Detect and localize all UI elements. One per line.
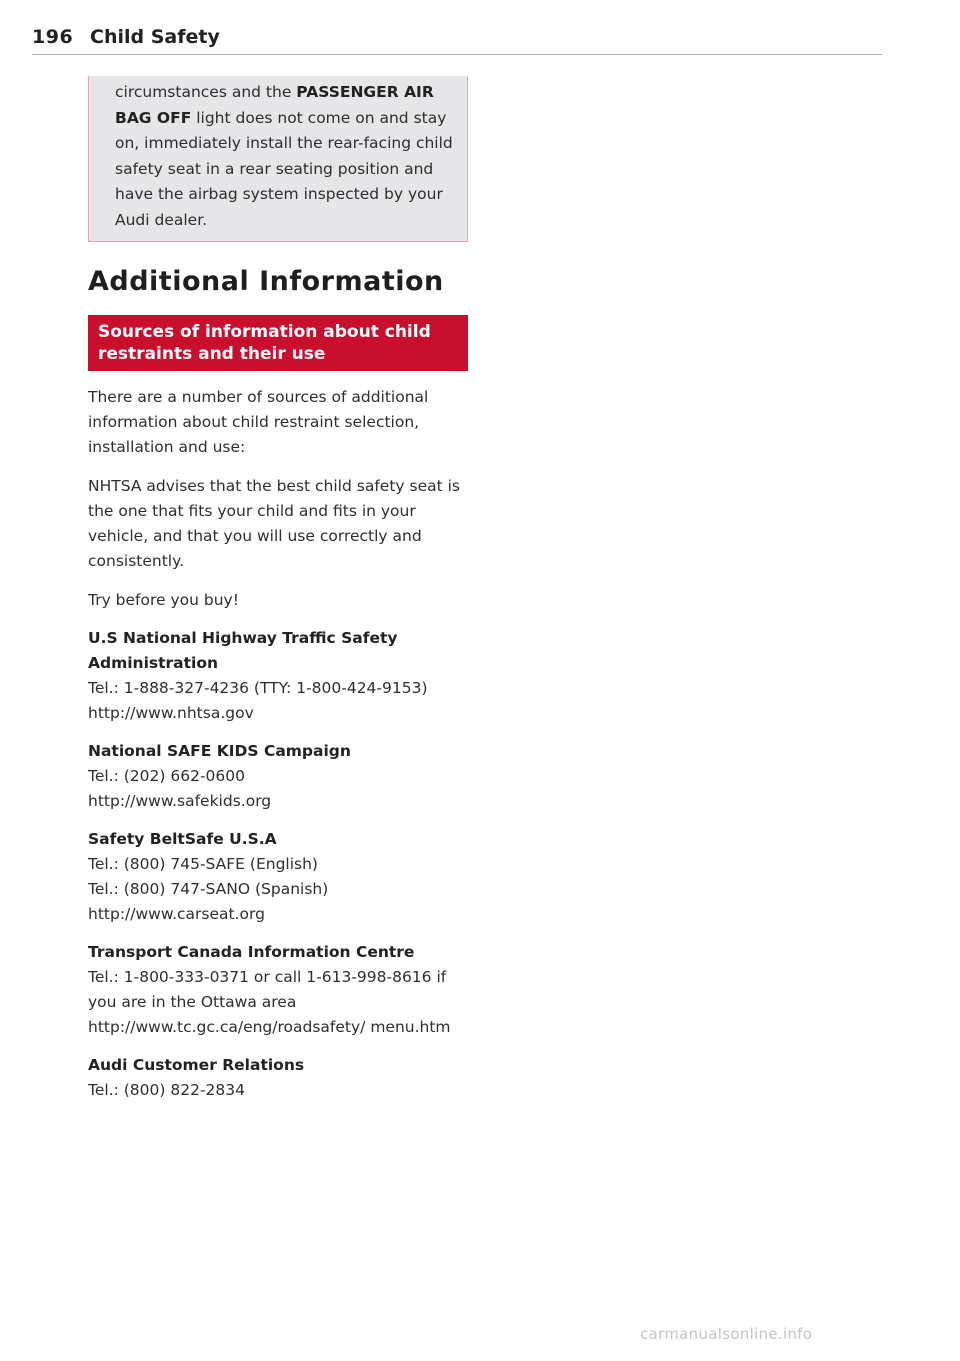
org-url: http://www.carseat.org xyxy=(88,905,265,923)
org-nhtsa xyxy=(88,626,468,726)
org-phone: Tel.: (202) 662-0600 xyxy=(88,767,245,785)
org-beltsafe xyxy=(88,827,468,927)
content-column xyxy=(88,76,468,1103)
watermark: carmanualsonline.info xyxy=(640,1325,813,1343)
org-transport-canada xyxy=(88,940,468,1040)
org-audi-customer-relations xyxy=(88,1053,468,1103)
org-name: National SAFE KIDS Campaign xyxy=(88,742,351,760)
warning-text-post: light does not come on and stay on, immediately install the rear-facing child safety seat in a rear seating position and have the airbag system inspected by your Audi dealer. xyxy=(115,108,453,229)
org-phone: Tel.: 1-888-327-4236 (TTY: 1-800-424-9153) xyxy=(88,679,428,697)
org-phone: Tel.: (800) 822-2834 xyxy=(88,1081,245,1099)
page-header xyxy=(32,24,882,55)
org-safe-kids xyxy=(88,739,468,814)
page-number: 196 xyxy=(32,26,74,48)
org-name: U.S National Highway Traffic Safety Administration xyxy=(88,629,398,672)
org-name: Safety BeltSafe U.S.A xyxy=(88,830,277,848)
org-name: Audi Customer Relations xyxy=(88,1056,305,1074)
org-url: http://www.tc.gc.ca/eng/roadsafety/ menu.htm xyxy=(88,1018,451,1036)
main-heading: Additional Information xyxy=(88,266,444,297)
try-before-buy-paragraph: Try before you buy! xyxy=(88,591,239,609)
nhtsa-advice-paragraph: NHTSA advises that the best child safety seat is the one that fits your child and fits in your vehicle, and that you will use correctly and consistently. xyxy=(88,477,460,570)
warning-box xyxy=(88,76,468,242)
section-title: Child Safety xyxy=(90,26,220,48)
org-phone-spanish: Tel.: (800) 747-SANO (Spanish) xyxy=(88,880,329,898)
warning-text-pre: circumstances and the xyxy=(115,83,297,101)
subheading-band: Sources of information about child restraints and their use xyxy=(88,315,468,371)
warning-text-bold: PASSENGER AIR BAG OFF xyxy=(115,83,434,127)
org-phone-english: Tel.: (800) 745-SAFE (English) xyxy=(88,855,318,873)
org-phone: Tel.: 1-800-333-0371 or call 1-613-998-8616 if you are in the Ottawa area xyxy=(88,968,447,1011)
intro-paragraph: There are a number of sources of additional information about child restraint selection, installation and use: xyxy=(88,388,429,456)
org-url: http://www.nhtsa.gov xyxy=(88,704,254,722)
org-url: http://www.safekids.org xyxy=(88,792,272,810)
org-name: Transport Canada Information Centre xyxy=(88,943,415,961)
